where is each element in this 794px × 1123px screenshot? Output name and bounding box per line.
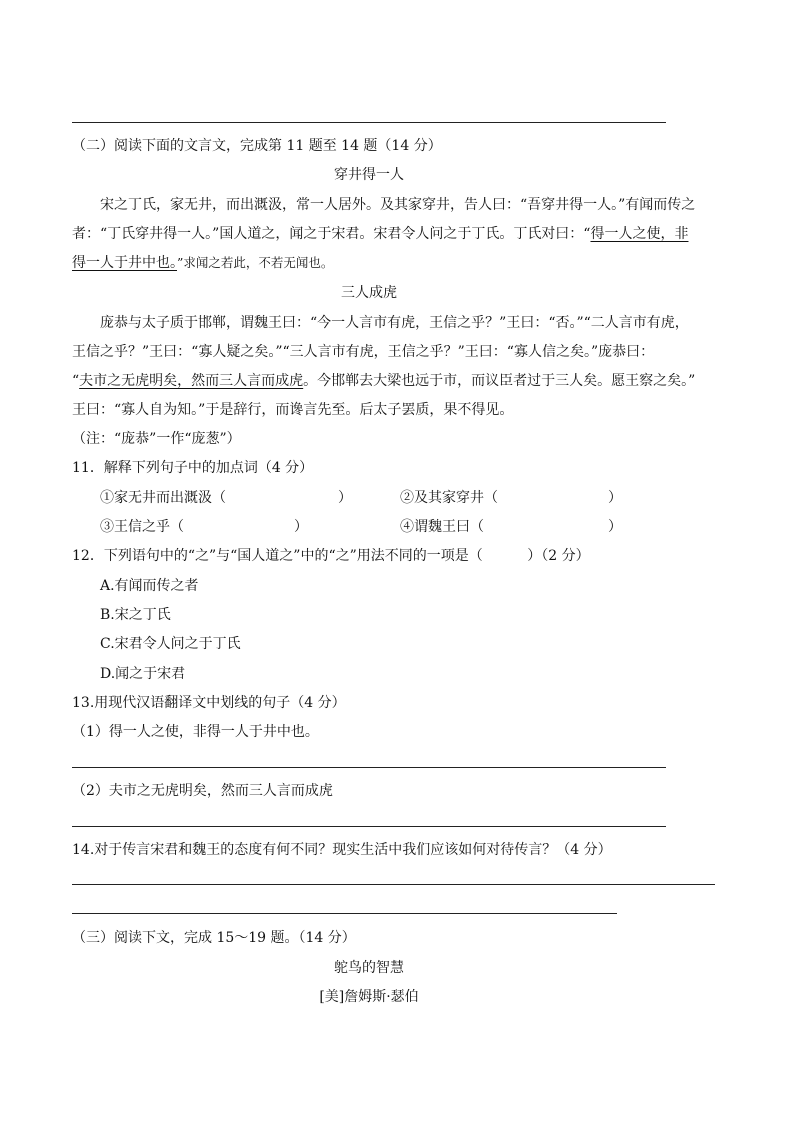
section3-author: [美]詹姆斯·瑟伯	[319, 989, 419, 1005]
story2-note: （注：“庞恭”一作“庞葱”）	[72, 431, 241, 447]
section3-title: 鸵鸟的智慧	[334, 960, 404, 976]
q12-option-a: A.有闻而传之者	[100, 578, 199, 594]
q13-stem: 13.用现代汉语翻译文中划线的句子（4 分）	[72, 695, 346, 711]
q11-item-a-close: ）	[338, 490, 352, 506]
q11-item-d-close: ）	[608, 519, 622, 535]
story2-title: 三人成虎	[341, 285, 397, 301]
story2-line4: 王曰：“寡人自为知。”于是辞行，而谗言先至。后太子罢质，果不得见。	[72, 402, 514, 418]
underlined-sentence-1b: 得一人于井中也。	[72, 255, 177, 271]
q14-answer-line-1[interactable]	[72, 884, 715, 885]
q13-answer-line-2[interactable]	[72, 826, 666, 827]
q13-part1: （1）得一人之使，非得一人于井中也。	[72, 724, 319, 740]
story2-line1: 庞恭与太子质于邯郸，谓魏王曰：“今一人言市有虎，王信之乎？”王曰：“否。”“二人言市有虎，	[100, 315, 689, 331]
q14-stem: 14.对于传言宋君和魏王的态度有何不同？现实生活中我们应该如何对待传言？（4 分）	[72, 842, 612, 858]
story1-line2: 者：“丁氏穿井得一人。”国人道之，闻之于宋君。宋君令人问之于丁氏。丁氏对曰：“得一人之使，非	[72, 226, 689, 242]
section3-header: （三）阅读下文，完成 15～19 题。（14 分）	[72, 930, 356, 946]
q11-item-c-close: ）	[294, 519, 308, 535]
section2-header: （二）阅读下面的文言文，完成第 11 题至 14 题（14 分）	[72, 138, 442, 154]
q12-stem: 12．下列语句中的“之”与“国人道之”中的“之”用法不同的一项是（ ）（2 分）	[72, 548, 590, 564]
q11-item-b: ②及其家穿井（	[400, 490, 498, 506]
q13-part2: （2）夫市之无虎明矣，然而三人言而成虎	[72, 783, 333, 799]
top-divider	[72, 122, 666, 123]
q12-option-b: B.宋之丁氏	[100, 607, 171, 623]
q11-item-a: ①家无井而出溉汲（	[100, 490, 226, 506]
q14-answer-line-2[interactable]	[72, 913, 617, 914]
story1-title: 穿井得一人	[334, 167, 404, 183]
story1-line1: 宋之丁氏，家无井，而出溉汲，常一人居外。及其家穿井，告人曰：“吾穿井得一人。”有闻而传之	[100, 197, 696, 213]
q11-item-c: ③王信之乎（	[100, 519, 184, 535]
q12-option-d: D.闻之于宋君	[100, 666, 186, 682]
underlined-sentence-1a: 得一人之使，非	[590, 226, 689, 242]
q11-item-b-close: ）	[608, 490, 622, 506]
underlined-sentence-2: 夫市之无虎明矣，然而三人言而成虎	[79, 373, 304, 389]
story1-line3: 得一人于井中也。”求闻之若此，不若无闻也。	[72, 255, 334, 271]
q12-option-c: C.宋君令人问之于丁氏	[100, 636, 241, 652]
story2-line2: 王信之乎？”王曰：“寡人疑之矣。”“三人言市有虎，王信之乎？”王曰：“寡人信之矣。”庞恭曰：	[72, 344, 655, 360]
q13-answer-line-1[interactable]	[72, 767, 666, 768]
q11-item-d: ④谓魏王曰（	[400, 519, 484, 535]
q11-stem: 11．解释下列句子中的加点词（4 分）	[72, 460, 314, 476]
story2-line3: “夫市之无虎明矣，然而三人言而成虎。今邯郸去大梁也远于市，而议臣者过于三人矣。愿王察之矣。”	[72, 373, 696, 389]
